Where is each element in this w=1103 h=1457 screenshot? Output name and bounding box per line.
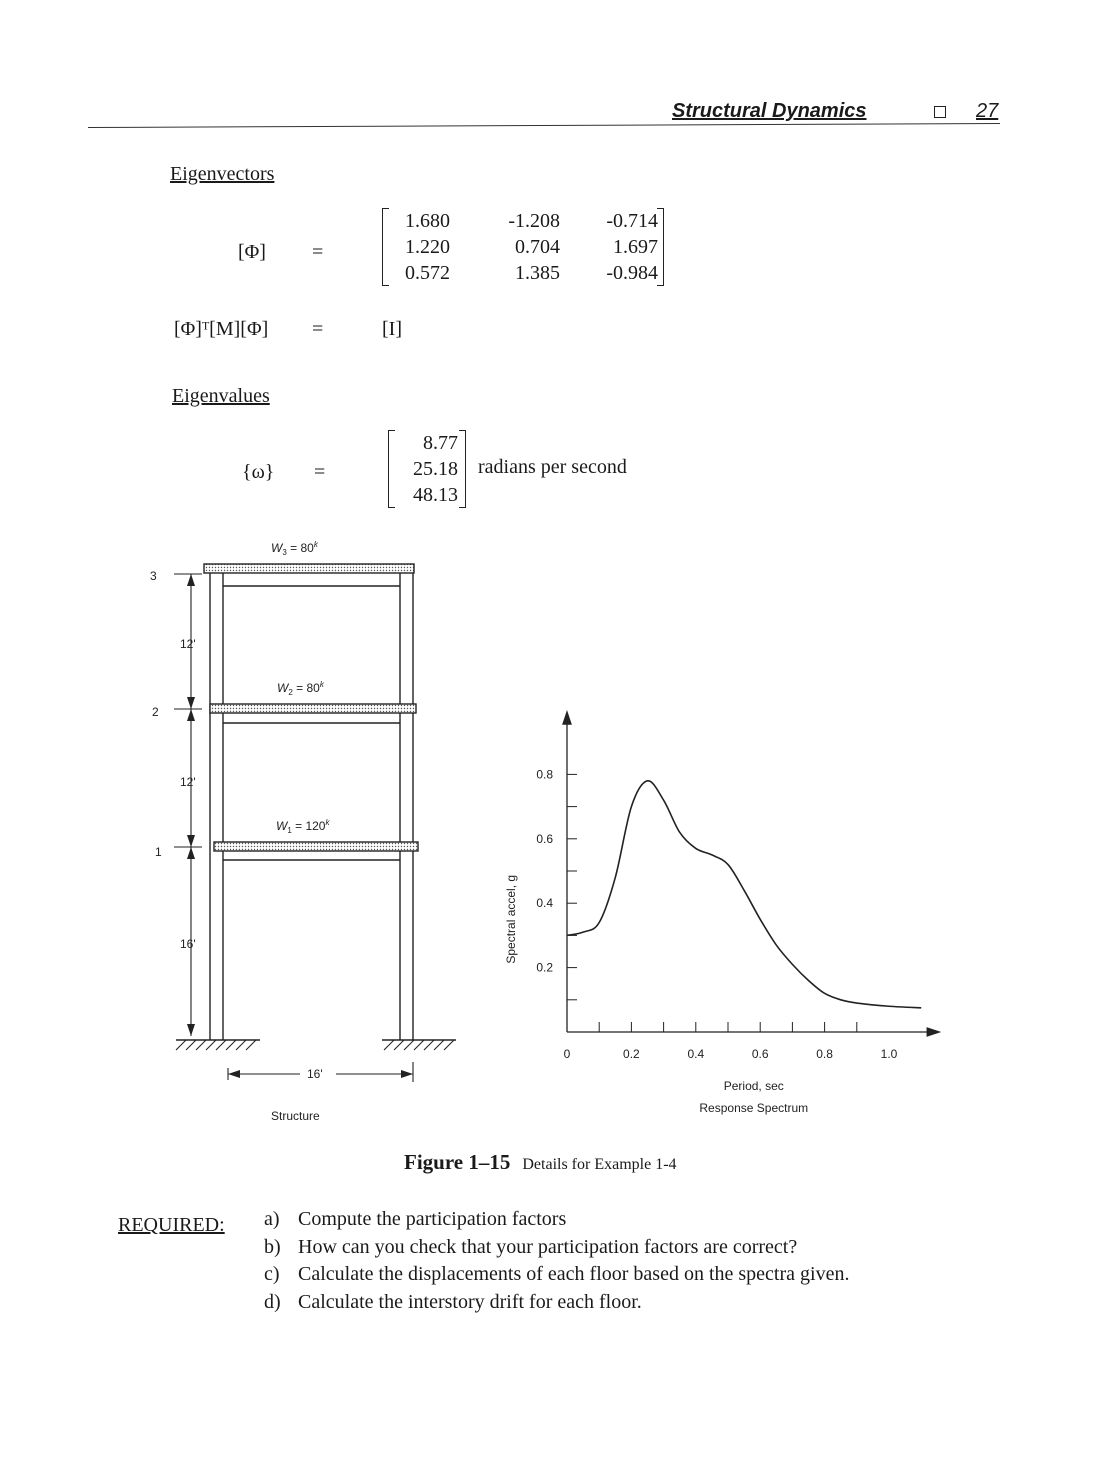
story-height: 12' <box>180 637 196 651</box>
floor-label: 2 <box>152 705 159 719</box>
vector-cell: 48.13 <box>413 484 458 506</box>
required-label: REQUIRED: <box>118 1214 225 1236</box>
x-axis-label: Period, sec <box>723 1079 784 1093</box>
y-tick-label: 0.8 <box>536 767 553 782</box>
required-list <box>264 1206 849 1316</box>
identity-matrix: [I] <box>382 318 402 340</box>
running-title: Structural Dynamics <box>672 100 867 122</box>
required-item <box>264 1206 849 1234</box>
page-number: 27 <box>976 100 999 122</box>
vector-cell: 25.18 <box>413 458 458 480</box>
weight-prefix: W <box>276 819 288 833</box>
weight-sub: 3 <box>282 548 287 557</box>
item-letter: d) <box>264 1290 281 1313</box>
y-tick-label: 0.6 <box>536 831 553 846</box>
eigenvalue-vector <box>388 430 466 508</box>
y-axis-label: Spectral accel, g <box>504 874 518 964</box>
eigenvalues-heading: Eigenvalues <box>172 385 270 407</box>
figure-text: Details for Example 1-4 <box>522 1156 677 1173</box>
box-icon <box>934 106 946 118</box>
vector-row <box>388 456 466 482</box>
matrix-row <box>382 234 664 260</box>
bay-width: 16' <box>307 1067 323 1081</box>
matrix-cell: 0.704 <box>515 236 560 258</box>
story-height: 16' <box>180 937 196 951</box>
x-tick-label: 0.8 <box>816 1047 833 1061</box>
weight-prefix: W <box>271 541 283 555</box>
story-height: 12' <box>180 775 196 789</box>
equals-sign: = <box>312 241 324 263</box>
orthogonality-lhs: [Φ]ᵀ[M][Φ] <box>174 318 269 340</box>
eigenvectors-heading: Eigenvectors <box>170 163 275 185</box>
eigenvalue-unit: radians per second <box>478 456 627 478</box>
omega-symbol: {ω} <box>242 461 275 483</box>
weight-sup: k <box>325 818 330 827</box>
item-text: Calculate the displacements of each floor based on the spectra given. <box>298 1263 850 1285</box>
structure-caption: Structure <box>271 1109 320 1123</box>
required-item <box>264 1289 849 1317</box>
y-axis-arrow <box>563 712 571 724</box>
weight-sup: k <box>319 680 324 689</box>
weight-label-w3 <box>271 540 319 557</box>
matrix-row <box>382 260 664 286</box>
matrix-cell: 1.385 <box>515 262 560 284</box>
chart-title: Response Spectrum <box>699 1101 809 1115</box>
item-text: Compute the participation factors <box>298 1208 567 1230</box>
x-tick-label: 1.0 <box>880 1047 898 1061</box>
right-bracket <box>459 430 466 508</box>
weight-label-w1 <box>276 818 330 835</box>
matrix-cell: -0.714 <box>606 210 658 232</box>
weight-sub: 1 <box>287 826 292 835</box>
figure-label: Figure 1–15 <box>404 1150 511 1174</box>
right-bracket <box>657 208 664 286</box>
required-item <box>264 1261 849 1289</box>
weight-sub: 2 <box>288 688 293 697</box>
weight-value: = 120 <box>291 819 326 833</box>
matrix-cell: 1.680 <box>405 210 450 232</box>
vector-row <box>388 482 466 508</box>
left-bracket <box>382 208 389 286</box>
x-tick-label: 0 <box>563 1047 571 1061</box>
floor-label: 3 <box>150 569 157 583</box>
x-axis-arrow <box>927 1028 939 1036</box>
phi-symbol: [Φ] <box>238 241 266 263</box>
matrix-cell: -0.984 <box>606 262 658 284</box>
item-letter: c) <box>264 1263 280 1285</box>
weight-prefix: W <box>277 681 289 695</box>
structure-drawing <box>130 530 460 1130</box>
item-letter: b) <box>264 1235 281 1258</box>
equals-sign: = <box>314 461 326 483</box>
x-tick-label: 0.2 <box>623 1047 640 1061</box>
matrix-cell: -1.208 <box>508 210 560 232</box>
response-spectrum-chart <box>490 700 960 1125</box>
spectrum-curve <box>567 781 921 1008</box>
vector-cell: 8.77 <box>423 432 458 454</box>
x-tick-label: 0.6 <box>751 1047 769 1061</box>
matrix-cell: 0.572 <box>405 262 450 284</box>
weight-value: = 80 <box>292 681 320 695</box>
left-bracket <box>388 430 395 508</box>
header-rule <box>88 123 1000 128</box>
item-text: Calculate the interstory drift for each floor. <box>298 1290 642 1313</box>
figure-caption <box>404 1150 677 1175</box>
eigenvector-matrix <box>382 208 664 286</box>
equals-sign: = <box>312 318 324 340</box>
item-letter: a) <box>264 1208 280 1230</box>
vector-row <box>388 430 466 456</box>
y-tick-label: 0.2 <box>536 960 553 975</box>
y-tick-label: 0.4 <box>536 896 553 911</box>
floor-label: 1 <box>155 845 162 859</box>
item-text: How can you check that your participation factors are correct? <box>298 1235 798 1258</box>
matrix-row <box>382 208 664 234</box>
matrix-cell: 1.697 <box>613 236 658 258</box>
matrix-cell: 1.220 <box>405 236 450 258</box>
weight-value: = 80 <box>286 541 314 555</box>
required-item <box>264 1234 849 1262</box>
x-tick-label: 0.4 <box>687 1047 705 1061</box>
weight-sup: k <box>313 540 318 549</box>
weight-label-w2 <box>277 680 325 697</box>
